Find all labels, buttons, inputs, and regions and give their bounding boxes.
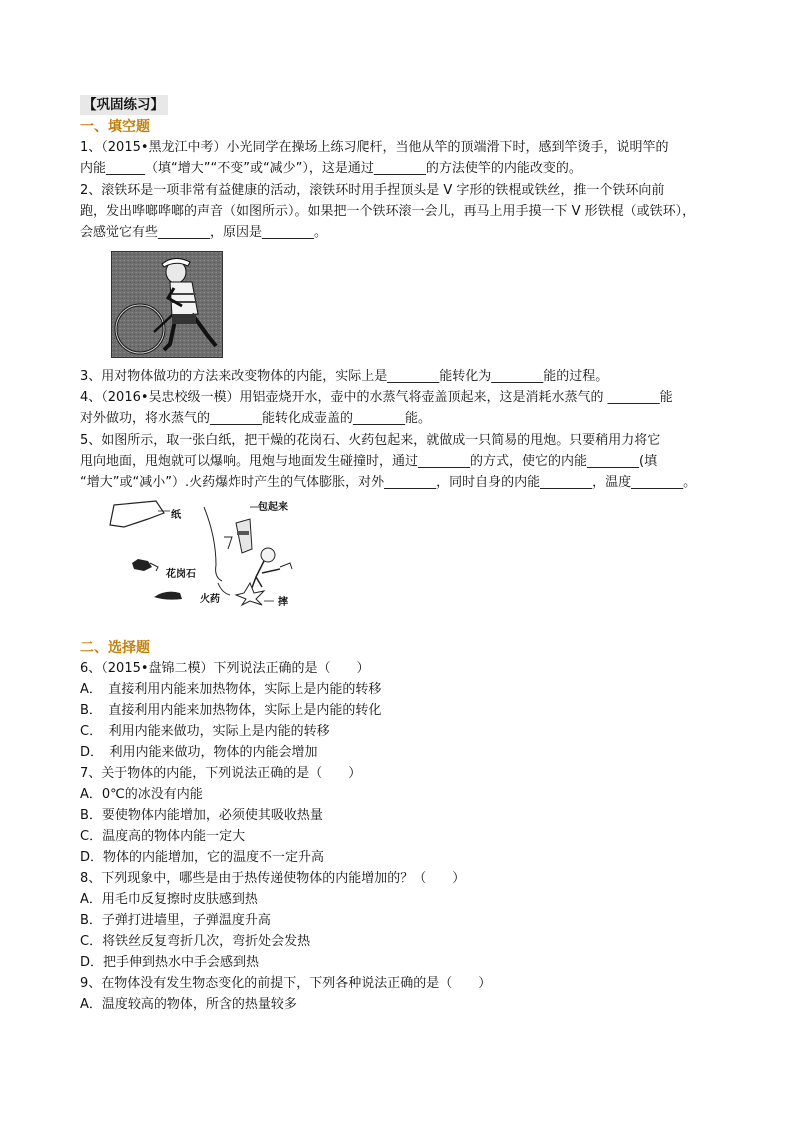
hoop-rolling-figure xyxy=(111,251,223,358)
label-gunpowder: 火药 xyxy=(200,594,220,605)
question-6-option-a: A． 直接利用内能来加热物体，实际上是内能的转移 xyxy=(80,682,382,697)
question-8-option-c: C．将铁丝反复弯折几次，弯折处会发热 xyxy=(80,934,311,949)
question-2-line-2: 跑，发出哗啷哗啷的声音（如图所示）。如果把一个铁环滚一会儿，再马上用手摸一下 V 形铁棍（或铁环）， xyxy=(80,204,696,219)
question-4-line-2: 对外做功，将水蒸气的________能转化成壶盖的________能。 xyxy=(80,411,432,426)
question-1-line-2: 内能______（填“增大”“不变”或“减少”），这是通过________的方法使竿的内能改变的。 xyxy=(80,161,582,176)
question-5-line-1: 5、如图所示，取一张白纸，把干燥的花岗石、火药包起来，就做成一只简易的甩炮。只要稍用力将它 xyxy=(80,433,661,448)
question-6-option-b: B． 直接利用内能来加热物体，实际上是内能的转化 xyxy=(80,703,382,718)
question-5-line-2: 甩向地面，甩炮就可以爆响。甩炮与地面发生碰撞时，通过________的方式，使它的内能________(填 xyxy=(80,454,658,469)
section-choice-title: 二、选择题 xyxy=(80,640,150,656)
question-3-line-1: 3、用对物体做功的方法来改变物体的内能，实际上是________能转化为________能的过程。 xyxy=(80,369,609,384)
question-8-option-b: B．子弹打进墙里，子弹温度升高 xyxy=(80,913,271,928)
question-6-stem: 6、（2015•盘锦二模）下列说法正确的是（ ） xyxy=(80,661,370,676)
question-4-line-1: 4、（2016•吴忠校级一模）用铝壶烧开水，壶中的水蒸气将壶盖顶起来，这是消耗水蒸气的 ________能 xyxy=(80,390,673,405)
question-6-option-c: C． 利用内能来做功，实际上是内能的转移 xyxy=(80,724,330,739)
question-7-option-a: A．0℃的冰没有内能 xyxy=(80,787,203,802)
snap-cracker-figure xyxy=(104,497,299,607)
question-8-option-d: D．把手伸到热水中手会感到热 xyxy=(80,955,260,970)
question-5-line-3: “增大”或“减小”）.火药爆炸时产生的气体膨胀，对外________，同时自身的内能________，温度________。 xyxy=(80,475,697,490)
exercise-heading: 【巩固练习】 xyxy=(80,95,168,115)
question-7-option-c: C．温度高的物体内能一定大 xyxy=(80,829,246,844)
question-8-stem: 8、下列现象中，哪些是由于热传递使物体的内能增加的？（ ） xyxy=(80,871,466,886)
label-granite: 花岗石 xyxy=(166,569,196,580)
question-8-option-a: A．用毛巾反复擦时皮肤感到热 xyxy=(80,892,258,907)
section-fill-in-title: 一、填空题 xyxy=(80,119,150,135)
question-6-option-d: D． 利用内能来做功，物体的内能会增加 xyxy=(80,745,318,760)
question-2-line-1: 2、滚铁环是一项非常有益健康的活动，滚铁环时用手捏顶头是 V 字形的铁棍或铁丝，推一个铁环向前 xyxy=(80,183,665,198)
label-wrap-up: 包起来 xyxy=(258,502,288,513)
question-7-option-b: B．要使物体内能增加，必须使其吸收热量 xyxy=(80,808,323,823)
question-9-stem: 9、在物体没有发生物态变化的前提下，下列各种说法正确的是（ ） xyxy=(80,976,492,991)
hoop-rolling-illustration xyxy=(112,252,223,358)
question-7-stem: 7、关于物体的内能，下列说法正确的是（ ） xyxy=(80,766,362,781)
label-throw: 摔 xyxy=(278,597,288,608)
question-7-option-d: D．物体的内能增加，它的温度不一定升高 xyxy=(80,850,325,865)
question-2-line-3: 会感觉它有些________，原因是________。 xyxy=(80,225,328,240)
question-1-line-1: 1、（2015•黑龙江中考）小光同学在操场上练习爬杆，当他从竿的顶端滑下时，感到竿烫手，说明竿的 xyxy=(80,140,669,155)
question-9-option-a: A．温度较高的物体，所含的热量较多 xyxy=(80,997,297,1012)
label-paper: 纸 xyxy=(171,510,181,521)
